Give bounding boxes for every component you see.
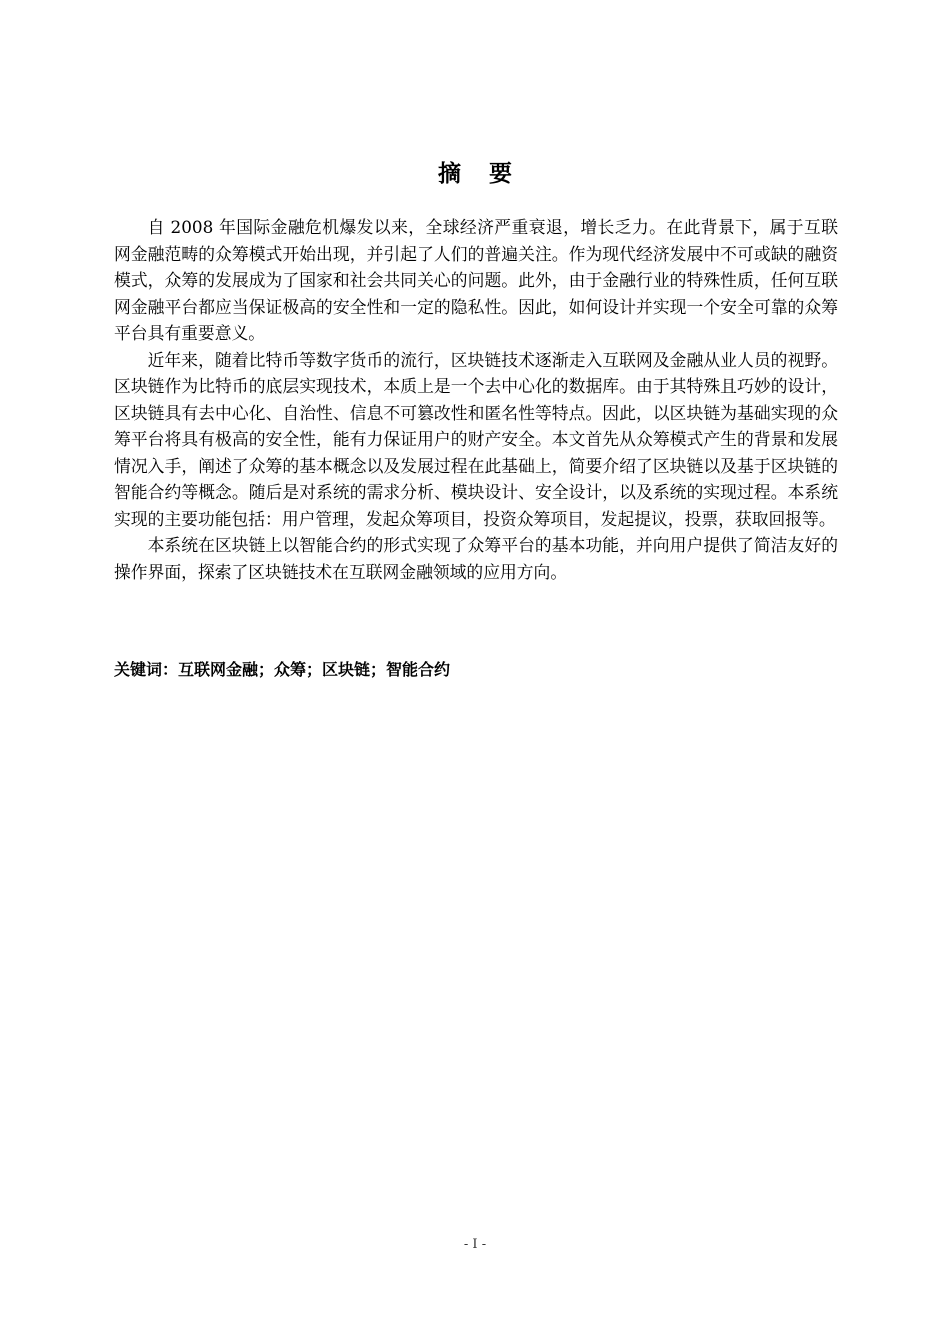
abstract-paragraph-2: 近年来，随着比特币等数字货币的流行，区块链技术逐渐走入互联网及金融从业人员的视野。区块链作为比特币的底层实现技术，本质上是一个去中心化的数据库。由于其特殊且巧妙的设计，区块链具有去中心化、自治性、信息不可篡改性和匿名性等特点。因此，以区块链为基础实现的众筹平台将具有极高的安全性，能有力保证用户的财产安全。本文首先从众筹模式产生的背景和发展情况入手，阐述了众筹的基本概念以及发展过程在此基础上，简要介绍了区块链以及基于区块链的智能合约等概念。随后是对系统的需求分析、模块设计、安全设计，以及系统的实现过程。本系统实现的主要功能包括：用户管理，发起众筹项目，投资众筹项目，发起提议，投票，获取回报等。 <box>114 349 838 529</box>
abstract-paragraph-1: 自 2008 年国际金融危机爆发以来，全球经济严重衰退，增长乏力。在此背景下，属于互联网金融范畴的众筹模式开始出现，并引起了人们的普遍关注。作为现代经济发展中不可或缺的融资模式，众筹的发展成为了国家和社会共同关心的问题。此外，由于金融行业的特殊性质，任何互联网金融平台都应当保证极高的安全性和一定的隐私性。因此，如何设计并实现一个安全可靠的众筹平台具有重要意义。 <box>114 217 838 343</box>
keywords-line: 关键词：互联网金融；众筹；区块链；智能合约 <box>114 660 451 679</box>
abstract-body <box>114 214 838 585</box>
abstract-paragraph-3: 本系统在区块链上以智能合约的形式实现了众筹平台的基本功能，并向用户提供了简洁友好的操作界面，探索了区块链技术在互联网金融领域的应用方向。 <box>114 535 838 582</box>
page-number: - I - <box>463 1237 487 1252</box>
page-title: 摘要 <box>438 161 540 187</box>
